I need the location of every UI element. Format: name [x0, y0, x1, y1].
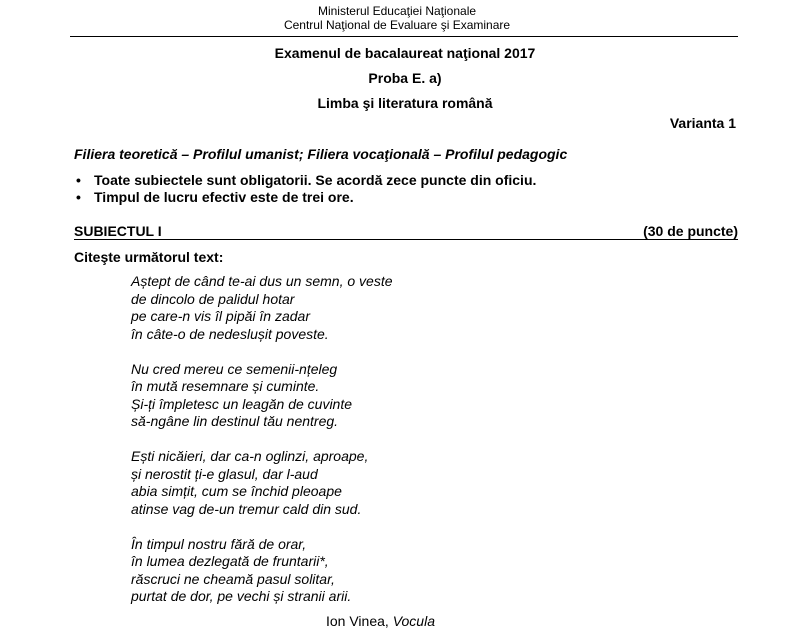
- poem-stanza: [131, 361, 393, 431]
- poem-line: Aștept de când te-ai dus un semn, o veste: [131, 273, 393, 289]
- poem-line: atinse vag de-un tremur cald din sud.: [131, 500, 362, 517]
- document-header: [0, 4, 794, 32]
- poem-line: Și-ți împletesc un leagăn de cuvinte: [131, 395, 353, 412]
- bullet-icon: •: [76, 172, 81, 188]
- poem-line: pe care-n vis îl pipăi în zadar: [131, 308, 310, 324]
- poem-line: de dincolo de palidul hotar: [131, 290, 295, 307]
- exam-title: Examenul de bacalaureat naţional 2017: [274, 45, 536, 61]
- center-name: Centrul Naţional de Evaluare şi Examinare: [283, 18, 511, 32]
- rule-item: • Toate subiectele sunt obligatorii. Se acordă zece puncte din oficiu.: [76, 172, 537, 188]
- poem-work: Vocula: [392, 613, 435, 629]
- rules-list: [74, 172, 536, 206]
- poem-stanza: [131, 536, 393, 606]
- poem-line: în lumea dezlegată de fruntarii*,: [131, 553, 329, 569]
- bullet-icon: •: [76, 189, 81, 205]
- poem-line: În timpul nostru fără de orar,: [131, 535, 307, 552]
- poem-attribution: [326, 613, 435, 629]
- poem-stanza: [131, 448, 393, 518]
- poem-line: Ești nicăieri, dar ca-n oglinzi, aproape,: [131, 448, 369, 464]
- instruction-text: Citeşte următorul text:: [74, 249, 224, 265]
- section-heading: [74, 223, 738, 240]
- poem-stanza: [131, 273, 393, 343]
- poem-line: în câte-o de nedeslușit poveste.: [131, 325, 329, 342]
- filiera-line: Filiera teoretică – Profilul umanist; Filiera vocaţională – Profilul pedagogic: [74, 146, 568, 162]
- poem: [131, 273, 393, 606]
- exam-subject: Limba şi literatura română: [317, 95, 493, 111]
- rule-item: • Timpul de lucru efectiv este de trei ore.: [76, 189, 354, 205]
- poem-author: Ion Vinea,: [326, 613, 389, 629]
- section-points: (30 de puncte): [643, 223, 738, 239]
- poem-line: în mută resemnare și cuminte.: [131, 378, 320, 394]
- ministry-name: Ministerul Educaţiei Naţionale: [317, 4, 477, 18]
- exam-proba: Proba E. a): [368, 70, 442, 86]
- poem-line: să-ngâne lin destinul tău nentreg.: [131, 413, 339, 429]
- poem-line: Nu cred mereu ce semenii-nțeleg: [131, 360, 338, 377]
- header-divider: [70, 36, 738, 37]
- exam-variant: Varianta 1: [669, 115, 736, 131]
- poem-line: abia simțit, cum se închid pleoape: [131, 483, 342, 499]
- poem-line: răscruci ne cheamă pasul solitar,: [131, 570, 335, 587]
- poem-line: purtat de dor, pe vechi și stranii arii.: [131, 588, 352, 604]
- poem-line: și nerostit ți-e glasul, dar l-aud: [131, 465, 318, 482]
- section-name: SUBIECTUL I: [74, 223, 162, 239]
